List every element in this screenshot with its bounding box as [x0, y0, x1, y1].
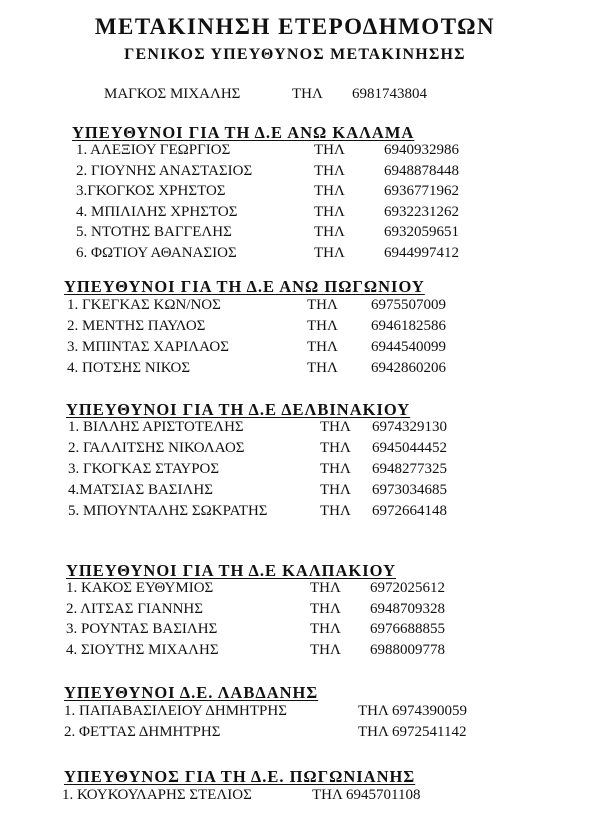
- contact-phone: 6936771962: [384, 183, 459, 199]
- contact-phone: 6932231262: [384, 203, 459, 220]
- contact-phone: 6948277325: [372, 461, 447, 477]
- contact-phone: 6972664148: [372, 503, 447, 519]
- contact-phone: 6988009778: [370, 641, 445, 658]
- contact-phone: 6974390059: [392, 703, 467, 719]
- tel-label: ΤΗΛ: [358, 703, 389, 719]
- contact-name: 3.ΓΚΟΓΚΟΣ ΧΡΗΣΤΟΣ: [76, 183, 226, 199]
- tel-label: ΤΗΛ: [314, 203, 345, 220]
- tel-label: ΤΗΛ: [310, 641, 341, 658]
- contact-name: 3. ΜΠΙΝΤΑΣ ΧΑΡΙΛΑΟΣ: [67, 339, 229, 355]
- tel-label: ΤΗΛ: [307, 339, 338, 355]
- contact-name: 1. ΚΟΥΚΟΥΛΑΡΗΣ ΣΤΕΛΙΟΣ: [62, 787, 252, 803]
- tel-label: ΤΗΛ: [312, 787, 343, 803]
- contact-name: 2. ΓΙΟΥΝΗΣ ΑΝΑΣΤΑΣΙΟΣ: [76, 162, 253, 179]
- section-heading: ΥΠΕΥΘΥΝΟΙ ΓΙΑ ΤΗ Δ.Ε ΚΑΛΠΑΚΙΟΥ: [66, 561, 397, 580]
- tel-label: ΤΗΛ: [320, 440, 351, 456]
- contact-name: 3. ΓΚΟΓΚΑΣ ΣΤΑΥΡΟΣ: [68, 461, 220, 477]
- contact-name: 1. ΠΑΠΑΒΑΣΙΛΕΙΟΥ ΔΗΜΗΤΡΗΣ: [64, 703, 287, 719]
- tel-label: ΤΗΛ: [314, 244, 345, 261]
- tel-label: ΤΗΛ: [310, 580, 341, 596]
- contact-name: 5. ΜΠΟΥΝΤΑΛΗΣ ΣΩΚΡΑΤΗΣ: [68, 503, 268, 519]
- contact-phone: 6948709328: [370, 600, 445, 617]
- tel-label: ΤΗΛ: [320, 503, 351, 519]
- general-manager-phone: 6981743804: [352, 86, 427, 102]
- contact-phone: 6972025612: [370, 580, 445, 596]
- tel-label: ΤΗΛ: [314, 142, 345, 158]
- contact-phone: 6932059651: [384, 224, 459, 240]
- contact-phone: 6944997412: [384, 244, 459, 261]
- page-title: ΜΕΤΑΚΙΝΗΣΗ ΕΤΕΡΟΔΗΜΟΤΩΝ: [94, 14, 496, 39]
- contact-name: 4. ΠΟΤΣΗΣ ΝΙΚΟΣ: [67, 360, 191, 376]
- contact-phone: 6948878448: [384, 162, 459, 179]
- contact-name: 2. ΓΑΛΛΙΤΣΗΣ ΝΙΚΟΛΑΟΣ: [68, 440, 245, 456]
- section-heading: ΥΠΕΥΘΥΝΟΙ Δ.Ε. ΛΑΒΔΑΝΗΣ: [64, 683, 319, 702]
- contact-phone: 6945701108: [346, 787, 421, 803]
- contact-name: 3. ΡΟΥΝΤΑΣ ΒΑΣΙΛΗΣ: [66, 621, 218, 637]
- contact-name: 5. ΝΤΟΤΗΣ ΒΑΓΓΕΛΗΣ: [76, 224, 232, 240]
- tel-label: ΤΗΛ: [358, 724, 389, 740]
- contact-name: 2. ΛΙΤΣΑΣ ΓΙΑΝΝΗΣ: [66, 600, 203, 617]
- contact-name: 1. ΓΚΕΓΚΑΣ ΚΩΝ/ΝΟΣ: [67, 297, 221, 313]
- contact-name: 1. ΑΛΕΞΙΟΥ ΓΕΩΡΓΙΟΣ: [76, 142, 231, 158]
- section-heading: ΥΠΕΥΘΥΝΟΣ ΓΙΑ ΤΗ Δ.Ε. ΠΩΓΩΝΙΑΝΗΣ: [64, 767, 416, 786]
- tel-label: ΤΗΛ: [314, 162, 345, 179]
- tel-label: ΤΗΛ: [314, 224, 345, 240]
- tel-label: ΤΗΛ: [320, 419, 351, 435]
- contact-name: 4.ΜΑΤΣΙΑΣ ΒΑΣΙΛΗΣ: [68, 482, 213, 498]
- contact-name: 2. ΜΕΝΤΗΣ ΠΑΥΛΟΣ: [67, 318, 206, 334]
- contact-phone: 6944540099: [371, 339, 446, 355]
- contact-phone: 6976688855: [370, 621, 445, 637]
- tel-label: ΤΗΛ: [310, 621, 341, 637]
- contact-phone: 6940932986: [384, 142, 459, 158]
- general-manager-tel-label: ΤΗΛ: [292, 86, 323, 102]
- contact-name: 1. ΚΑΚΟΣ ΕΥΘΥΜΙΟΣ: [66, 580, 214, 596]
- tel-label: ΤΗΛ: [310, 600, 341, 617]
- contact-name: 4. ΣΙΟΥΤΗΣ ΜΙΧΑΛΗΣ: [66, 641, 219, 658]
- contact-phone: 6975507009: [371, 297, 446, 313]
- page-subtitle: ΓΕΝΙΚΟΣ ΥΠΕΥΘΥΝΟΣ ΜΕΤΑΚΙΝΗΣΗΣ: [124, 46, 466, 63]
- contact-name: 2. ΦΕΤΤΑΣ ΔΗΜΗΤΡΗΣ: [64, 724, 221, 740]
- tel-label: ΤΗΛ: [320, 461, 351, 477]
- contact-name: 4. ΜΠΙΛΙΛΗΣ ΧΡΗΣΤΟΣ: [76, 203, 238, 220]
- contact-name: 1. ΒΙΛΛΗΣ ΑΡΙΣΤΟΤΕΛΗΣ: [68, 419, 244, 435]
- section-heading: ΥΠΕΥΘΥΝΟΙ ΓΙΑ ΤΗ Δ.Ε ΑΝΩ ΠΩΓΩΝΙΟΥ: [64, 277, 425, 296]
- general-manager-name: ΜΑΓΚΟΣ ΜΙΧΑΛΗΣ: [104, 86, 241, 102]
- tel-label: ΤΗΛ: [314, 183, 345, 199]
- tel-label: ΤΗΛ: [307, 360, 338, 376]
- tel-label: ΤΗΛ: [307, 297, 338, 313]
- section-heading: ΥΠΕΥΘΥΝΟΙ ΓΙΑ ΤΗ Δ.Ε ΔΕΛΒΙΝΑΚΙΟΥ: [66, 400, 411, 419]
- contact-phone: 6946182586: [371, 318, 446, 334]
- tel-label: ΤΗΛ: [307, 318, 338, 334]
- contact-phone: 6973034685: [372, 482, 447, 498]
- tel-label: ΤΗΛ: [320, 482, 351, 498]
- contact-phone: 6972541142: [392, 724, 467, 740]
- contact-phone: 6942860206: [371, 360, 446, 376]
- section-heading: ΥΠΕΥΘΥΝΟΙ ΓΙΑ ΤΗ Δ.Ε ΑΝΩ ΚΑΛΑΜΑ: [72, 123, 415, 142]
- contact-name: 6. ΦΩΤΙΟΥ ΑΘΑΝΑΣΙΟΣ: [76, 244, 237, 261]
- contact-phone: 6974329130: [372, 419, 447, 435]
- contact-phone: 6945044452: [372, 440, 447, 456]
